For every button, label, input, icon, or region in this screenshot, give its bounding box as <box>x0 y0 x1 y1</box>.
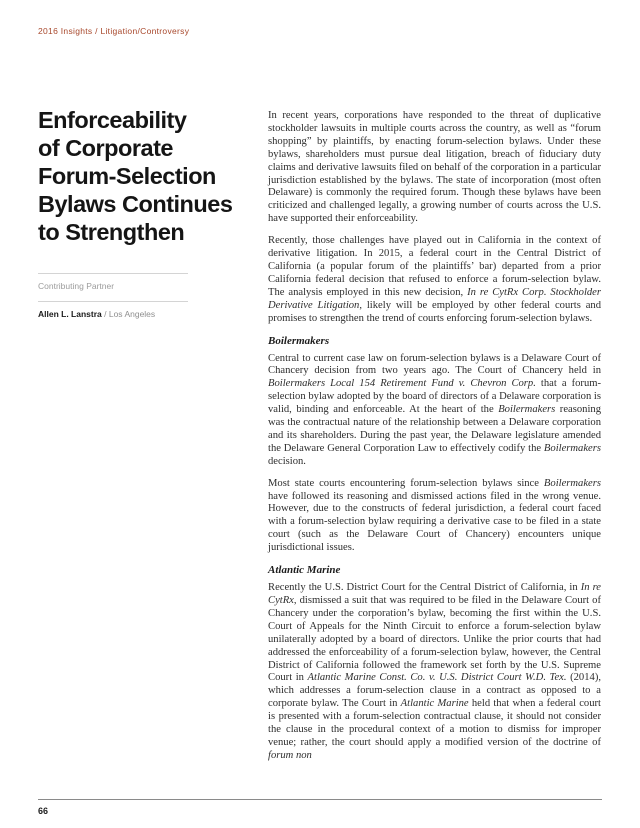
section-heading: Atlantic Marine <box>268 564 341 577</box>
article-sidebar <box>38 106 252 319</box>
article-title-line: to Strengthen <box>38 219 185 245</box>
article-body <box>268 110 601 772</box>
page-header-eyebrow: 2016 Insights / Litigation/Controversy <box>38 26 190 36</box>
article-title-line: Enforceability <box>38 107 187 133</box>
footer-divider <box>38 799 602 800</box>
page-number: 66 <box>38 806 49 816</box>
body-paragraph: In recent years, corporations have responded to the threat of duplicative stockholder lawsuits in multiple courts across the country, as well as “forum shopping” by plaintiffs, by enacting forum-selection bylaws. Under these bylaws, shareholders must pursue deal litigation, breach of fiduciary duty claims and derivative lawsuits filed on behalf of the corporation in a particular jurisdiction established by the bylaws. The state of incorporation (most often Delaware) is commonly the required forum. Though these bylaws have been criticized and challenged legally, a growing number of courts across the U.S. have supported their enforceability. <box>268 110 601 225</box>
body-paragraph: Recently, those challenges have played out in California in the context of derivative litigation. In 2015, a federal court in the Central District of California (a popular forum of the plaintiffs’ bar) departed from a prior California federal decision that refused to enforce a forum-selection bylaw. The analysis employed in this new decision, In re CytRx Corp. Stockholder Derivative Litigation, likely will be employed by other federal courts and promises to strengthen the trend of courts enforcing forum-selection bylaws. <box>268 235 602 324</box>
article-title-line: Forum-Selection <box>38 163 216 189</box>
contributor-location: / Los Angeles <box>101 309 156 319</box>
contributor-label: Contributing Partner <box>38 281 115 291</box>
body-paragraph: Central to current case law on forum-selection bylaws is a Delaware Court of Chancery decision from two years ago. The Court of Chancery held in Boilermakers Local 154 Retirement Fund v. Chevron Corp. that a forum-selection bylaw adopted by the board of directors of a Delaware corporation is valid, binding and enforceable. At the heart of the Boilermakers reasoning was the contractual nature of the relationship between a Delaware corporation and its shareholders. During the past year, the Delaware legislature amended the Delaware General Corporation Law to effectively codify the Boilermakers decision. <box>268 352 602 467</box>
article-title <box>38 106 252 246</box>
article-title-line: of Corporate <box>38 135 173 161</box>
contributor-name-line <box>38 309 252 319</box>
article-title-line: Bylaws Continues <box>38 191 233 217</box>
contributor-divider-bottom <box>38 301 188 302</box>
body-paragraph: Recently the U.S. District Court for the Central District of California, in In re CytRx, dismissed a suit that was required to be filed in the Delaware Court of Chancery under the corporation’s bylaw, becoming the first within the U.S. Court of Appeals for the Ninth Circuit to enforce a forum-selection bylaw unilaterally adopted by a board of directors. Unlike the prior courts that had addressed the enforceability of a forum-selection bylaw, however, the Central District of California followed the framework set forth by the U.S. Supreme Court in Atlantic Marine Const. Co. v. U.S. District Court W.D. Tex. (2014), which addresses a forum-selection clause in a contract as opposed to a corporate bylaw. The Court in Atlantic Marine held that when a federal court is presented with a forum-selection contractual clause, it should not consider the clause in the procedural context of a motion to dismiss for improper venue; rather, the court should apply a modified version of the doctrine of forum non <box>268 582 602 761</box>
contributor-name: Allen L. Lanstra <box>38 309 102 319</box>
section-heading: Boilermakers <box>268 334 330 347</box>
contributor-divider-top <box>38 273 188 274</box>
body-paragraph: Most state courts encountering forum-selection bylaws since Boilermakers have followed its reasoning and dismissed actions filed in the wrong venue. However, due to the constructs of federal jurisdiction, a federal court faced with a forum-selection bylaw requiring a derivative case to be filed in a state court (such as the Delaware Court of Chancery) encounters unique jurisdictional issues. <box>268 477 601 554</box>
